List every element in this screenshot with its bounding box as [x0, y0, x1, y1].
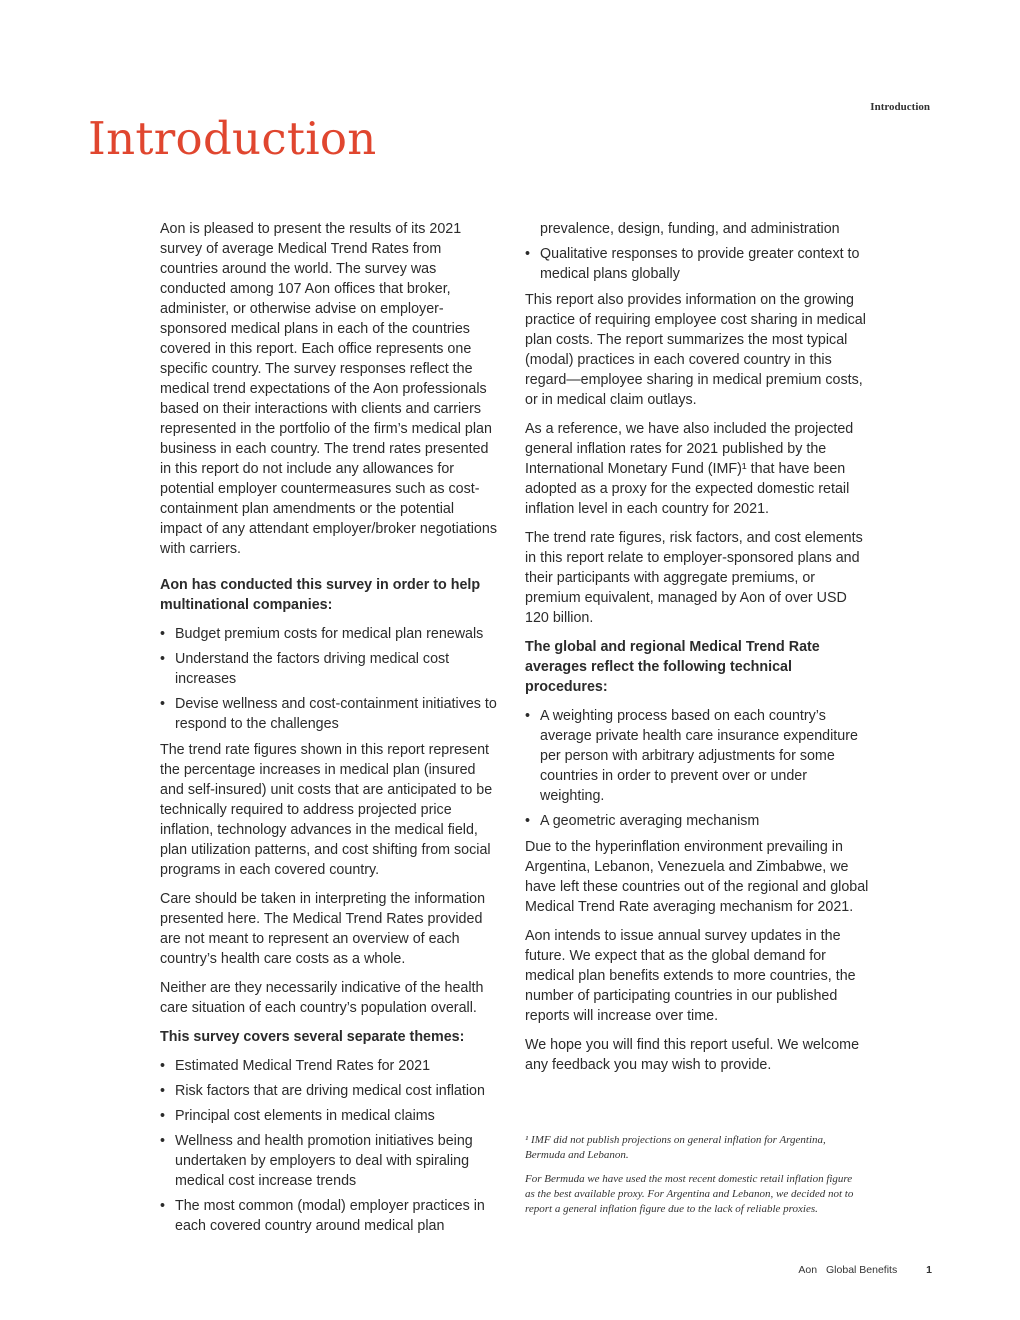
- left-column: [160, 219, 500, 1242]
- list-item: • The most common (modal) employer practices in each covered country around medical plan: [160, 1196, 500, 1236]
- page-number: 1: [926, 1264, 932, 1276]
- closing-paragraph: We hope you will find this report useful. We welcome any feedback you may wish to provide.: [525, 1037, 860, 1073]
- footnote: For Bermuda we have used the most recent domestic retail inflation figure as the best available proxy. For Argentina and Lebanon, we decided not to report a general inflation figure due to the lack of reliable proxies.: [525, 1173, 854, 1215]
- intro-paragraph: Aon is pleased to present the results of its 2021 survey of average Medical Trend Rates from countries around the world. The survey was conducted among 107 Aon offices that broker, administer, or otherwise advise on employer-sponsored medical plans in each of the countries covered in this report. Each office represents one specific country. The survey responses reflect the medical trend expectations of the Aon professionals based on their interactions with clients and carriers represented in the portfolio of the firm’s medical plan business in each country. The trend rates presented in this report do not include any allowances for potential employer countermeasures such as cost-containment plan amendments or the potential impact of any attendant employer/broker negotiations with carriers.: [160, 221, 497, 557]
- themes-list: [160, 1056, 500, 1236]
- updates-paragraph: Aon intends to issue annual survey updates in the future. We expect that as the global demand for medical plan benefits extends to more countries, the number of participating countries in our published reports will increase over time.: [525, 928, 856, 1024]
- list-item: • Devise wellness and cost-containment initiatives to respond to the challenges: [160, 694, 500, 734]
- purpose-heading: Aon has conducted this survey in order to help multinational companies:: [160, 577, 481, 613]
- list-item: • Principal cost elements in medical claims: [160, 1106, 500, 1126]
- footer-brand: Aon: [798, 1264, 818, 1276]
- page-title: Introduction: [88, 112, 377, 165]
- inflation-paragraph: As a reference, we have also included the projected general inflation rates for 2021 published by the International Monetary Fund (IMF)¹ that have been adopted as a proxy for the expected domestic retail inflation level in each country for 2021.: [525, 421, 854, 517]
- page-footer: [792, 1264, 932, 1276]
- footnote: ¹ IMF did not publish projections on general inflation for Argentina, Bermuda and Lebanon.: [525, 1134, 826, 1161]
- footer-product: Global Benefits: [826, 1264, 898, 1276]
- list-item: • Budget premium costs for medical plan renewals: [160, 624, 500, 644]
- list-item-continued: prevalence, design, funding, and administration: [540, 221, 840, 237]
- list-item: • Qualitative responses to provide greater context to medical plans globally: [525, 244, 870, 284]
- purpose-list: [160, 624, 500, 734]
- running-header: Introduction: [870, 101, 930, 113]
- list-item: • Understand the factors driving medical cost increases: [160, 649, 500, 689]
- footnotes: [525, 1133, 855, 1226]
- themes-heading: This survey covers several separate themes:: [160, 1029, 465, 1045]
- figures-paragraph: The trend rate figures, risk factors, and cost elements in this report relate to employer-sponsored plans and their participants with aggregate premiums, or premium equivalent, managed by Aon of over USD 120 billion.: [525, 530, 863, 626]
- cost-sharing-paragraph: This report also provides information on the growing practice of requiring employee cost sharing in medical plan costs. The report summarizes the most typical (modal) practices in each covered country in this regard—employee sharing in medical premium costs, or in medical claim outlays.: [525, 292, 866, 408]
- care-paragraph: Care should be taken in interpreting the information presented here. The Medical Trend Rates provided are not meant to represent an overview of each country’s health care costs as a whole.: [160, 891, 486, 967]
- list-item: • A weighting process based on each country’s average private health care insurance expenditure per person with arbitrary adjustments for some countries in order to prevent over or under weighting.: [525, 706, 870, 806]
- list-item: • Estimated Medical Trend Rates for 2021: [160, 1056, 500, 1076]
- trend-paragraph: The trend rate figures shown in this report represent the percentage increases in medical plan (insured and self-insured) unit costs that are anticipated to be technically required to address projected price inflation, technology advances in the medical field, plan utilization patterns, and cost shifting from social programs in each covered country.: [160, 742, 493, 878]
- list-item: • A geometric averaging mechanism: [525, 811, 870, 831]
- procedures-list: [525, 706, 870, 831]
- procedures-heading: The global and regional Medical Trend Rate averages reflect the following technical procedures:: [525, 639, 820, 695]
- list-item: • Risk factors that are driving medical cost inflation: [160, 1081, 500, 1101]
- list-item: • Wellness and health promotion initiatives being undertaken by employers to deal with spiraling medical cost increase trends: [160, 1131, 500, 1191]
- neither-paragraph: Neither are they necessarily indicative of the health care situation of each country’s population overall.: [160, 980, 484, 1016]
- themes-list-continued: [525, 219, 870, 284]
- right-column: [525, 219, 870, 1084]
- hyperinflation-paragraph: Due to the hyperinflation environment prevailing in Argentina, Lebanon, Venezuela and Zimbabwe, we have left these countries out of the regional and global Medical Trend Rate averaging mechanism for 2021.: [525, 839, 869, 915]
